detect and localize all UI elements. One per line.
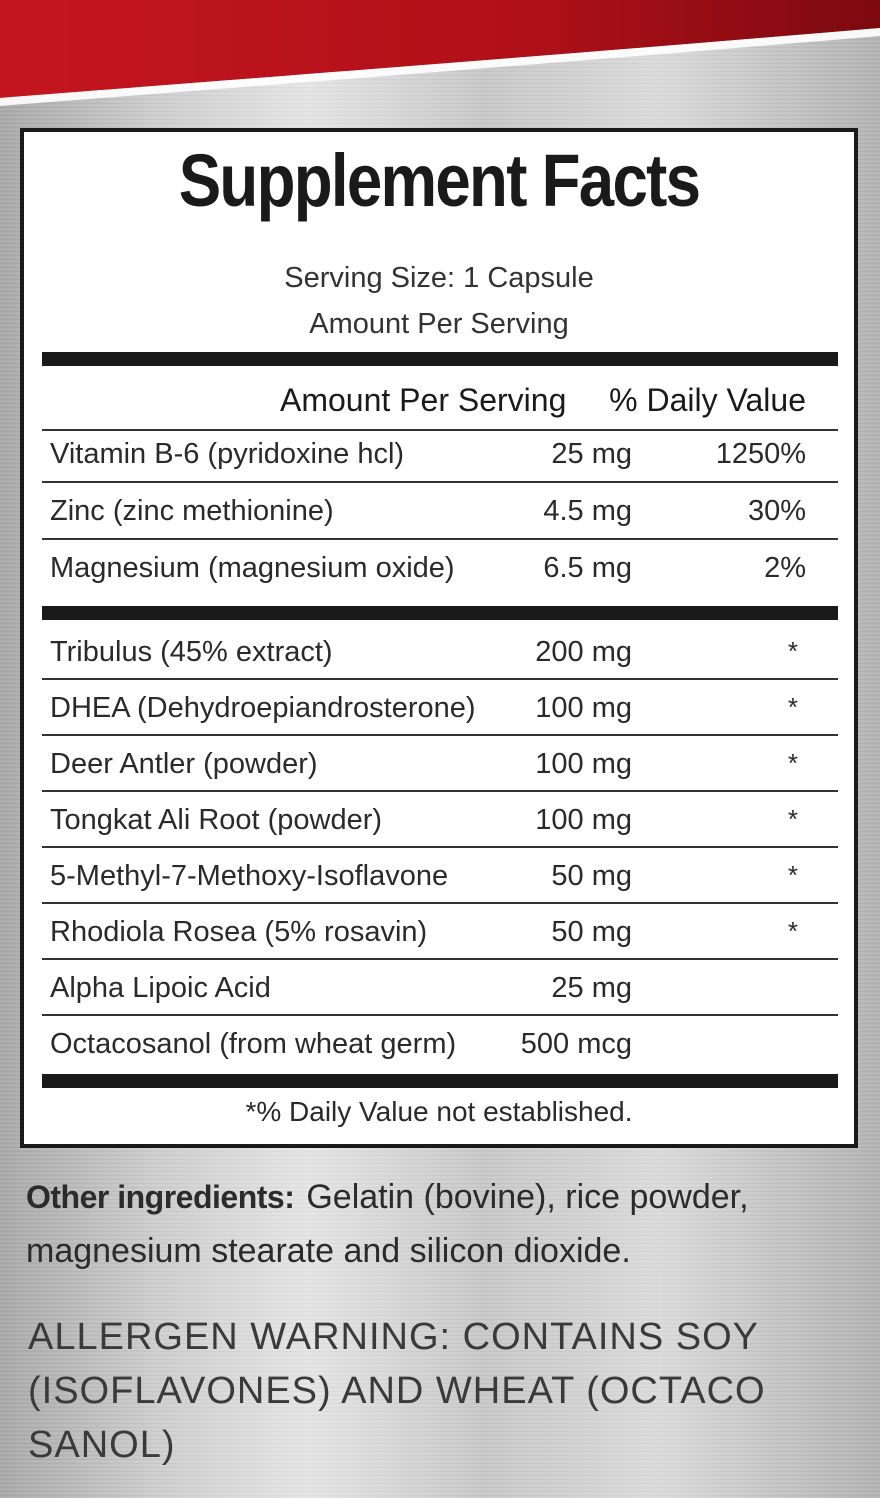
red-banner bbox=[0, 0, 880, 110]
nutrient-row bbox=[24, 912, 854, 952]
header-daily-value: % Daily Value bbox=[609, 382, 806, 418]
nutrient-name: Tribulus (45% extract) bbox=[50, 636, 333, 668]
nutrient-amount: 4.5 mg bbox=[543, 495, 632, 527]
nutrient-daily-value: * bbox=[787, 636, 798, 666]
row-divider bbox=[42, 846, 838, 848]
header-amount: Amount Per Serving bbox=[280, 382, 567, 418]
row-divider bbox=[42, 958, 838, 960]
nutrient-amount: 6.5 mg bbox=[543, 552, 632, 584]
nutrient-amount: 100 mg bbox=[535, 692, 632, 724]
nutrient-row bbox=[24, 688, 854, 728]
nutrient-daily-value: * bbox=[787, 860, 798, 890]
row-divider bbox=[42, 678, 838, 680]
nutrient-name: Octacosanol (from wheat germ) bbox=[50, 1028, 457, 1060]
nutrient-row bbox=[24, 800, 854, 840]
nutrient-name: Deer Antler (powder) bbox=[50, 748, 318, 780]
row-divider bbox=[42, 734, 838, 736]
serving-size: Serving Size: 1 Capsule bbox=[284, 262, 594, 294]
nutrient-name: Rhodiola Rosea (5% rosavin) bbox=[50, 916, 428, 948]
nutrient-amount: 25 mg bbox=[551, 438, 632, 470]
nutrient-row bbox=[24, 968, 854, 1008]
nutrient-name: Alpha Lipoic Acid bbox=[50, 972, 271, 1004]
nutrient-name: 5-Methyl-7-Methoxy-Isoflavone bbox=[50, 860, 449, 892]
row-divider bbox=[42, 902, 838, 904]
nutrient-name: DHEA (Dehydroepiandrosterone) bbox=[50, 692, 476, 724]
nutrient-daily-value: 30% bbox=[747, 495, 806, 527]
other-ingredients-label: Other ingredients: bbox=[26, 1179, 295, 1215]
nutrient-daily-value: 1250% bbox=[715, 438, 806, 470]
nutrient-name: Magnesium (magnesium oxide) bbox=[50, 552, 455, 584]
nutrient-row bbox=[24, 491, 854, 531]
nutrient-name: Vitamin B-6 (pyridoxine hcl) bbox=[50, 438, 405, 470]
nutrient-amount: 100 mg bbox=[535, 748, 632, 780]
daily-value-footnote: *% Daily Value not established. bbox=[245, 1096, 633, 1127]
nutrient-amount: 100 mg bbox=[535, 804, 632, 836]
row-divider bbox=[42, 790, 838, 792]
nutrient-amount: 500 mcg bbox=[520, 1028, 632, 1060]
row-divider bbox=[42, 1014, 838, 1016]
nutrient-row bbox=[24, 434, 854, 474]
nutrient-row bbox=[24, 1024, 854, 1064]
other-ingredients bbox=[26, 1170, 866, 1278]
nutrient-row bbox=[24, 744, 854, 784]
nutrient-row bbox=[24, 548, 854, 588]
nutrient-daily-value: * bbox=[787, 916, 798, 946]
allergen-warning: ALLERGEN WARNING: CONTAINS SOY (ISOFLAVONES) AND WHEAT (OCTACO SANOL) bbox=[28, 1316, 766, 1466]
nutrient-amount: 25 mg bbox=[551, 972, 632, 1004]
divider-thick bbox=[42, 606, 838, 620]
divider-thin bbox=[42, 429, 838, 431]
nutrient-name: Tongkat Ali Root (powder) bbox=[50, 804, 383, 836]
nutrient-amount: 200 mg bbox=[535, 636, 632, 668]
nutrient-daily-value: * bbox=[787, 692, 798, 722]
nutrient-daily-value: * bbox=[787, 748, 798, 778]
supplement-facts-panel bbox=[20, 128, 858, 1148]
nutrient-name: Zinc (zinc methionine) bbox=[50, 495, 334, 527]
row-divider bbox=[42, 538, 838, 540]
other-ingredients-text: Gelatin (bovine), rice powder, magnesium stearate and silicon dioxide. bbox=[26, 1178, 749, 1270]
nutrient-amount: 50 mg bbox=[551, 916, 632, 948]
nutrient-row bbox=[24, 856, 854, 896]
divider-thick bbox=[42, 352, 838, 366]
nutrient-row bbox=[24, 632, 854, 672]
row-divider bbox=[42, 481, 838, 483]
divider-thick bbox=[42, 1074, 838, 1088]
nutrient-daily-value: * bbox=[787, 804, 798, 834]
amount-per-serving-caption: Amount Per Serving bbox=[309, 308, 569, 340]
nutrient-amount: 50 mg bbox=[551, 860, 632, 892]
nutrient-daily-value: 2% bbox=[764, 552, 806, 584]
panel-title: Supplement Facts bbox=[178, 139, 700, 222]
